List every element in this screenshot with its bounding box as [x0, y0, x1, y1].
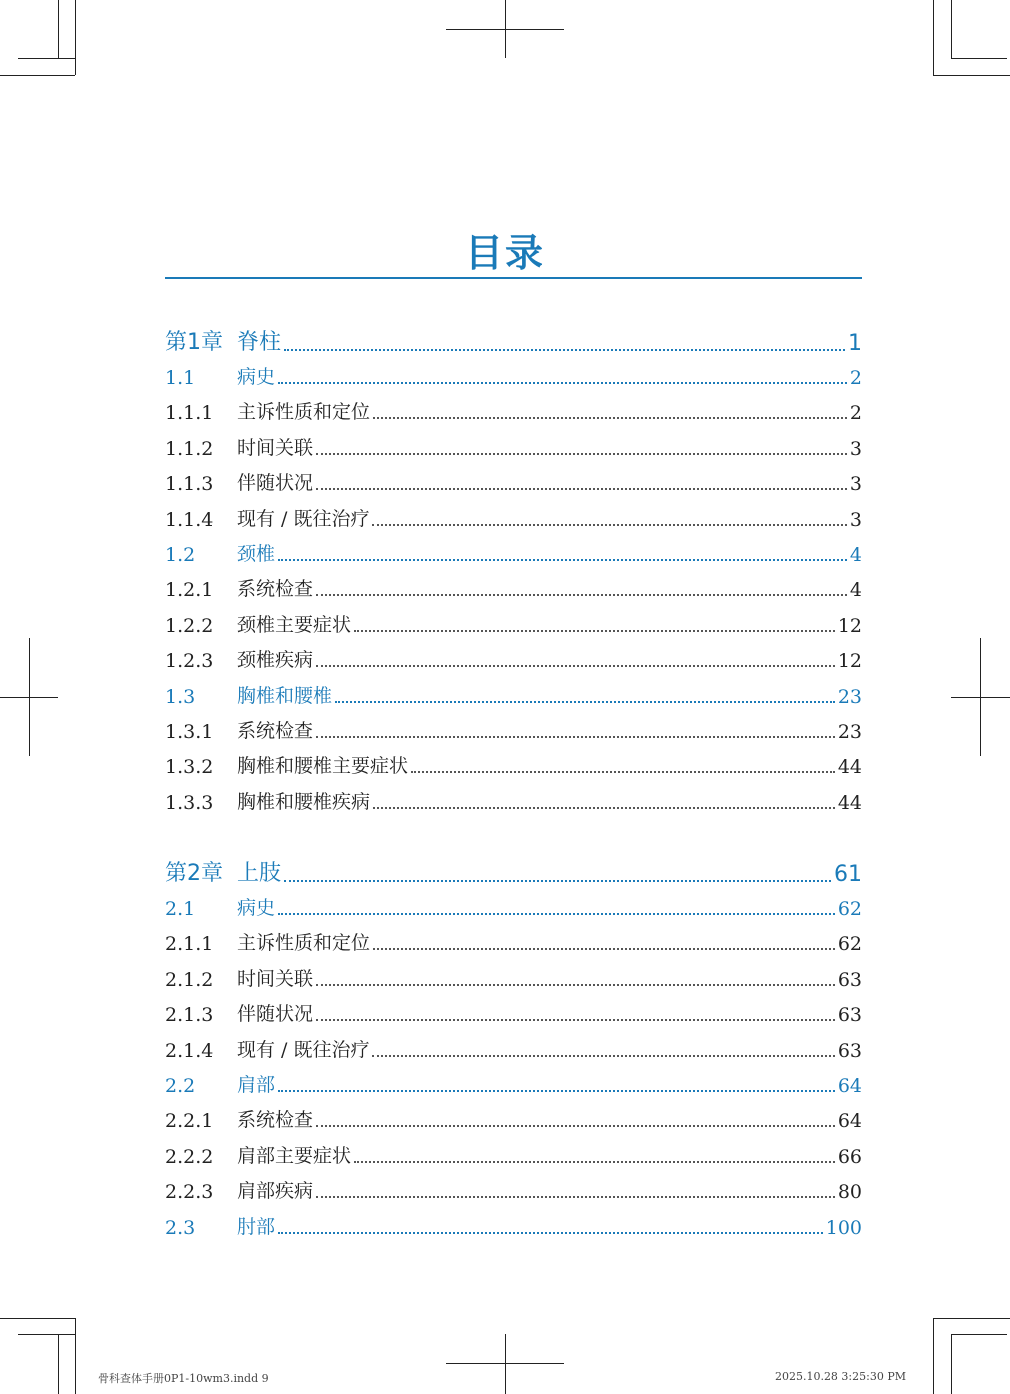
- toc-label: 胸椎和腰椎疾病: [237, 790, 371, 813]
- toc-label: 伴随状况: [237, 472, 314, 495]
- toc-subsection[interactable]: [165, 642, 862, 672]
- toc-number: 2.1.3: [165, 1004, 214, 1027]
- toc-label: 上肢: [237, 861, 282, 886]
- footer-file-info: 骨科查体手册0P1-10wm3.indd 9: [98, 1372, 269, 1385]
- dot-leader: [316, 982, 835, 986]
- toc-page-number: 12: [837, 614, 862, 637]
- page-title: 目录: [464, 231, 545, 275]
- toc-page-number: 23: [837, 721, 862, 743]
- toc-subsection[interactable]: [165, 925, 862, 955]
- toc-label: 肩部疾病: [237, 1180, 314, 1203]
- title-divider: [165, 277, 862, 279]
- toc-label: 胸椎和腰椎: [237, 684, 333, 707]
- toc-label: 时间关联: [237, 436, 314, 459]
- toc-label: 伴随状况: [237, 1003, 314, 1026]
- footer-timestamp: 2025.10.28 3:25:30 PM: [774, 1370, 906, 1383]
- toc-page-number: 62: [837, 898, 862, 920]
- toc-label: 系统检查: [237, 1109, 314, 1132]
- dot-leader: [335, 699, 835, 703]
- toc-page-number: 4: [849, 579, 862, 602]
- toc-chapter[interactable]: [165, 853, 862, 887]
- toc-number: 1.3.3: [165, 791, 214, 814]
- toc-number: 1.3.1: [165, 721, 214, 743]
- dot-leader: [278, 380, 847, 384]
- toc-label: 肩部主要症状: [237, 1144, 352, 1167]
- toc-label: 主诉性质和定位: [237, 932, 371, 955]
- toc-page-number: 63: [837, 1004, 862, 1027]
- toc-subsection[interactable]: [165, 961, 862, 991]
- toc-subsection[interactable]: [165, 784, 862, 814]
- toc-number: 2.3: [165, 1216, 196, 1239]
- dot-leader: [278, 1088, 835, 1092]
- toc-subsection[interactable]: [165, 607, 862, 637]
- toc-label: 病史: [237, 897, 276, 919]
- toc-number: 1.2.3: [165, 650, 214, 673]
- toc-section[interactable]: [165, 678, 862, 708]
- toc-subsection[interactable]: [165, 465, 862, 495]
- toc-number: 1.1: [165, 367, 196, 389]
- toc-label: 时间关联: [237, 967, 314, 990]
- toc-label: 肩部: [237, 1074, 276, 1096]
- toc-label: 胸椎和腰椎主要症状: [237, 755, 409, 778]
- dot-leader: [373, 805, 835, 809]
- dot-leader: [372, 522, 846, 526]
- dot-leader: [411, 769, 835, 773]
- toc-label: 颈椎疾病: [237, 649, 314, 672]
- toc-page-number: 63: [837, 968, 862, 991]
- dot-leader: [284, 878, 831, 882]
- toc-page-number: 23: [837, 685, 862, 708]
- dot-leader: [316, 1123, 835, 1127]
- toc-number: 2.2.3: [165, 1181, 214, 1204]
- toc-page-number: 44: [837, 756, 862, 779]
- toc-label: 现有 / 既往治疗: [237, 1038, 370, 1061]
- toc-number: 1.1.2: [165, 437, 214, 460]
- dot-leader: [373, 415, 847, 419]
- dot-leader: [316, 1017, 835, 1021]
- toc-number: 2.1.4: [165, 1039, 214, 1062]
- dot-leader: [278, 1230, 823, 1234]
- toc-page-number: 1: [848, 331, 862, 356]
- toc-label: 系统检查: [237, 578, 314, 601]
- toc-subsection[interactable]: [165, 430, 862, 460]
- toc-number: 2.1.1: [165, 933, 214, 956]
- toc-page-number: 66: [837, 1145, 862, 1168]
- toc-page-number: 4: [849, 544, 862, 566]
- toc-page-number: 2: [849, 402, 862, 425]
- toc-subsection[interactable]: [165, 1173, 862, 1203]
- dot-leader: [354, 628, 835, 632]
- toc-label: 肘部: [237, 1215, 276, 1238]
- dot-leader: [316, 1194, 835, 1198]
- toc-subsection[interactable]: [165, 571, 862, 601]
- toc-section[interactable]: [165, 536, 862, 566]
- toc-page-number: 64: [837, 1075, 862, 1097]
- toc-number: 1.1.1: [165, 402, 214, 425]
- toc-page-number: 2: [849, 367, 862, 389]
- toc-number: 2.1.2: [165, 968, 214, 991]
- toc-page-number: 62: [837, 933, 862, 956]
- toc-number: 1.3: [165, 685, 196, 708]
- dot-leader: [372, 1053, 834, 1057]
- toc-page-number: 80: [837, 1181, 862, 1204]
- toc-number: 1.2: [165, 544, 196, 566]
- toc-label: 主诉性质和定位: [237, 401, 371, 424]
- toc-subsection[interactable]: [165, 713, 862, 743]
- dot-leader: [373, 946, 835, 950]
- toc-section[interactable]: [165, 890, 862, 920]
- toc-page-number: 3: [849, 437, 862, 460]
- toc-section[interactable]: [165, 359, 862, 389]
- dot-leader: [316, 486, 847, 490]
- toc-section[interactable]: [165, 1067, 862, 1097]
- toc-label: 脊柱: [237, 330, 282, 355]
- toc-label: 病史: [237, 366, 276, 388]
- toc-number: 1.1.3: [165, 473, 214, 496]
- toc-number: 2.1: [165, 898, 196, 920]
- toc-number: 第1章: [165, 330, 223, 355]
- dot-leader: [316, 592, 847, 596]
- toc-page-number: 61: [834, 862, 862, 887]
- dot-leader: [278, 911, 835, 915]
- dot-leader: [284, 347, 845, 351]
- toc-page-number: 3: [849, 473, 862, 496]
- toc-chapter[interactable]: [165, 322, 862, 356]
- toc-subsection[interactable]: [165, 394, 862, 424]
- toc-subsection[interactable]: [165, 748, 862, 778]
- toc-subsection[interactable]: [165, 1032, 862, 1062]
- toc-subsection[interactable]: [165, 501, 862, 531]
- toc-page-number: 12: [837, 650, 862, 673]
- dot-leader: [278, 557, 847, 561]
- dot-leader: [354, 1159, 835, 1163]
- toc-number: 1.1.4: [165, 508, 214, 531]
- toc-label: 颈椎主要症状: [237, 613, 352, 636]
- toc-section[interactable]: [165, 1209, 862, 1239]
- toc-page-number: 3: [849, 508, 862, 531]
- toc-number: 1.2.1: [165, 579, 214, 602]
- toc-number: 2.2: [165, 1075, 196, 1097]
- toc-number: 1.2.2: [165, 614, 214, 637]
- toc-subsection[interactable]: [165, 1138, 862, 1168]
- toc-label: 系统检查: [237, 720, 314, 742]
- toc-number: 2.2.2: [165, 1145, 214, 1168]
- toc-page-number: 44: [837, 791, 862, 814]
- toc-label: 现有 / 既往治疗: [237, 507, 370, 530]
- dot-leader: [316, 663, 835, 667]
- toc-subsection[interactable]: [165, 996, 862, 1026]
- toc-number: 2.2.1: [165, 1110, 214, 1133]
- toc-label: 颈椎: [237, 543, 276, 565]
- toc-subsection[interactable]: [165, 1102, 862, 1132]
- toc-page-number: 64: [837, 1110, 862, 1133]
- dot-leader: [316, 451, 847, 455]
- toc-number: 第2章: [165, 861, 223, 886]
- toc-page-number: 63: [837, 1039, 862, 1062]
- dot-leader: [316, 734, 835, 738]
- toc-number: 1.3.2: [165, 756, 214, 779]
- toc-page-number: 100: [825, 1216, 862, 1239]
